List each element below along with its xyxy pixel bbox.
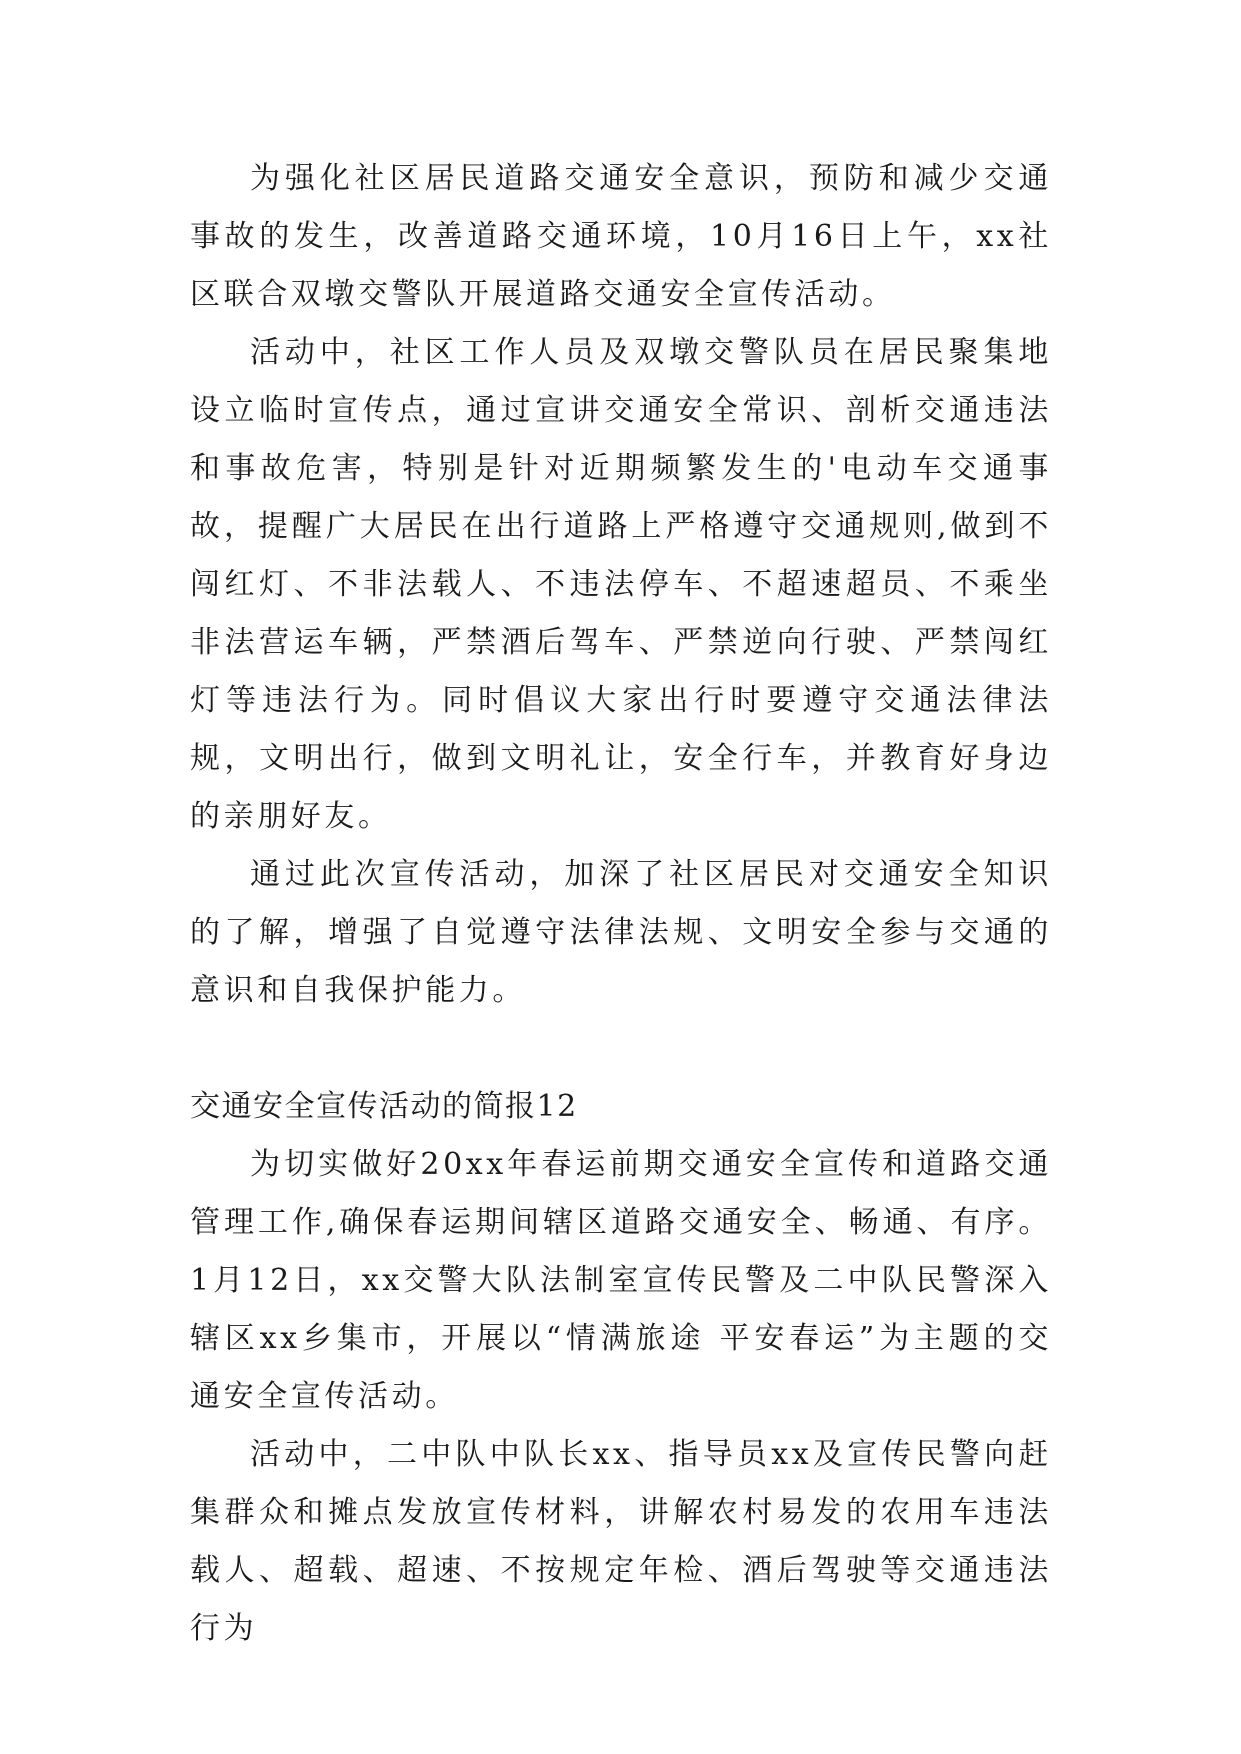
section-heading: 交通安全宣传活动的简报12 [190, 1089, 578, 1124]
paragraph: 活动中，社区工作人员及双墩交警队员在居民聚集地设立临时宣传点，通过宣讲交通安全常识、剖析交通违法和事故危害，特别是针对近期频繁发生的'电动车交通事故，提醒广大居民在出行道路上严格遵守交通规则,做到不闯红灯、不非法载人、不违法停车、不超速超员、不乘坐非法营运车辆，严禁酒后驾车、严禁逆向行驶、严禁闯红灯等违法行为。同时倡议大家出行时要遵守交通法律法规，文明出行，做到文明礼让，安全行车，并教育好身边的亲朋好友。 [190, 335, 1052, 834]
paragraph: 通过此次宣传活动，加深了社区居民对交通安全知识的了解，增强了自觉遵守法律法规、文明安全参与交通的意识和自我保护能力。 [190, 857, 1052, 1008]
paragraph: 活动中，二中队中队长xx、指导员xx及宣传民警向赶集群众和摊点发放宣传材料，讲解农村易发的农用车违法载人、超载、超速、不按规定年检、酒后驾驶等交通违法行为 [190, 1437, 1052, 1646]
document-body [190, 150, 1052, 1658]
paragraph: 为强化社区居民道路交通安全意识，预防和减少交通事故的发生，改善道路交通环境，10月16日上午，xx社区联合双墩交警队开展道路交通安全宣传活动。 [190, 161, 1052, 312]
paragraph: 为切实做好20xx年春运前期交通安全宣传和道路交通管理工作,确保春运期间辖区道路交通安全、畅通、有序。1月12日，xx交警大队法制室宣传民警及二中队民警深入辖区xx乡集市，开展以“情满旅途 平安春运”为主题的交通安全宣传活动。 [190, 1147, 1052, 1414]
